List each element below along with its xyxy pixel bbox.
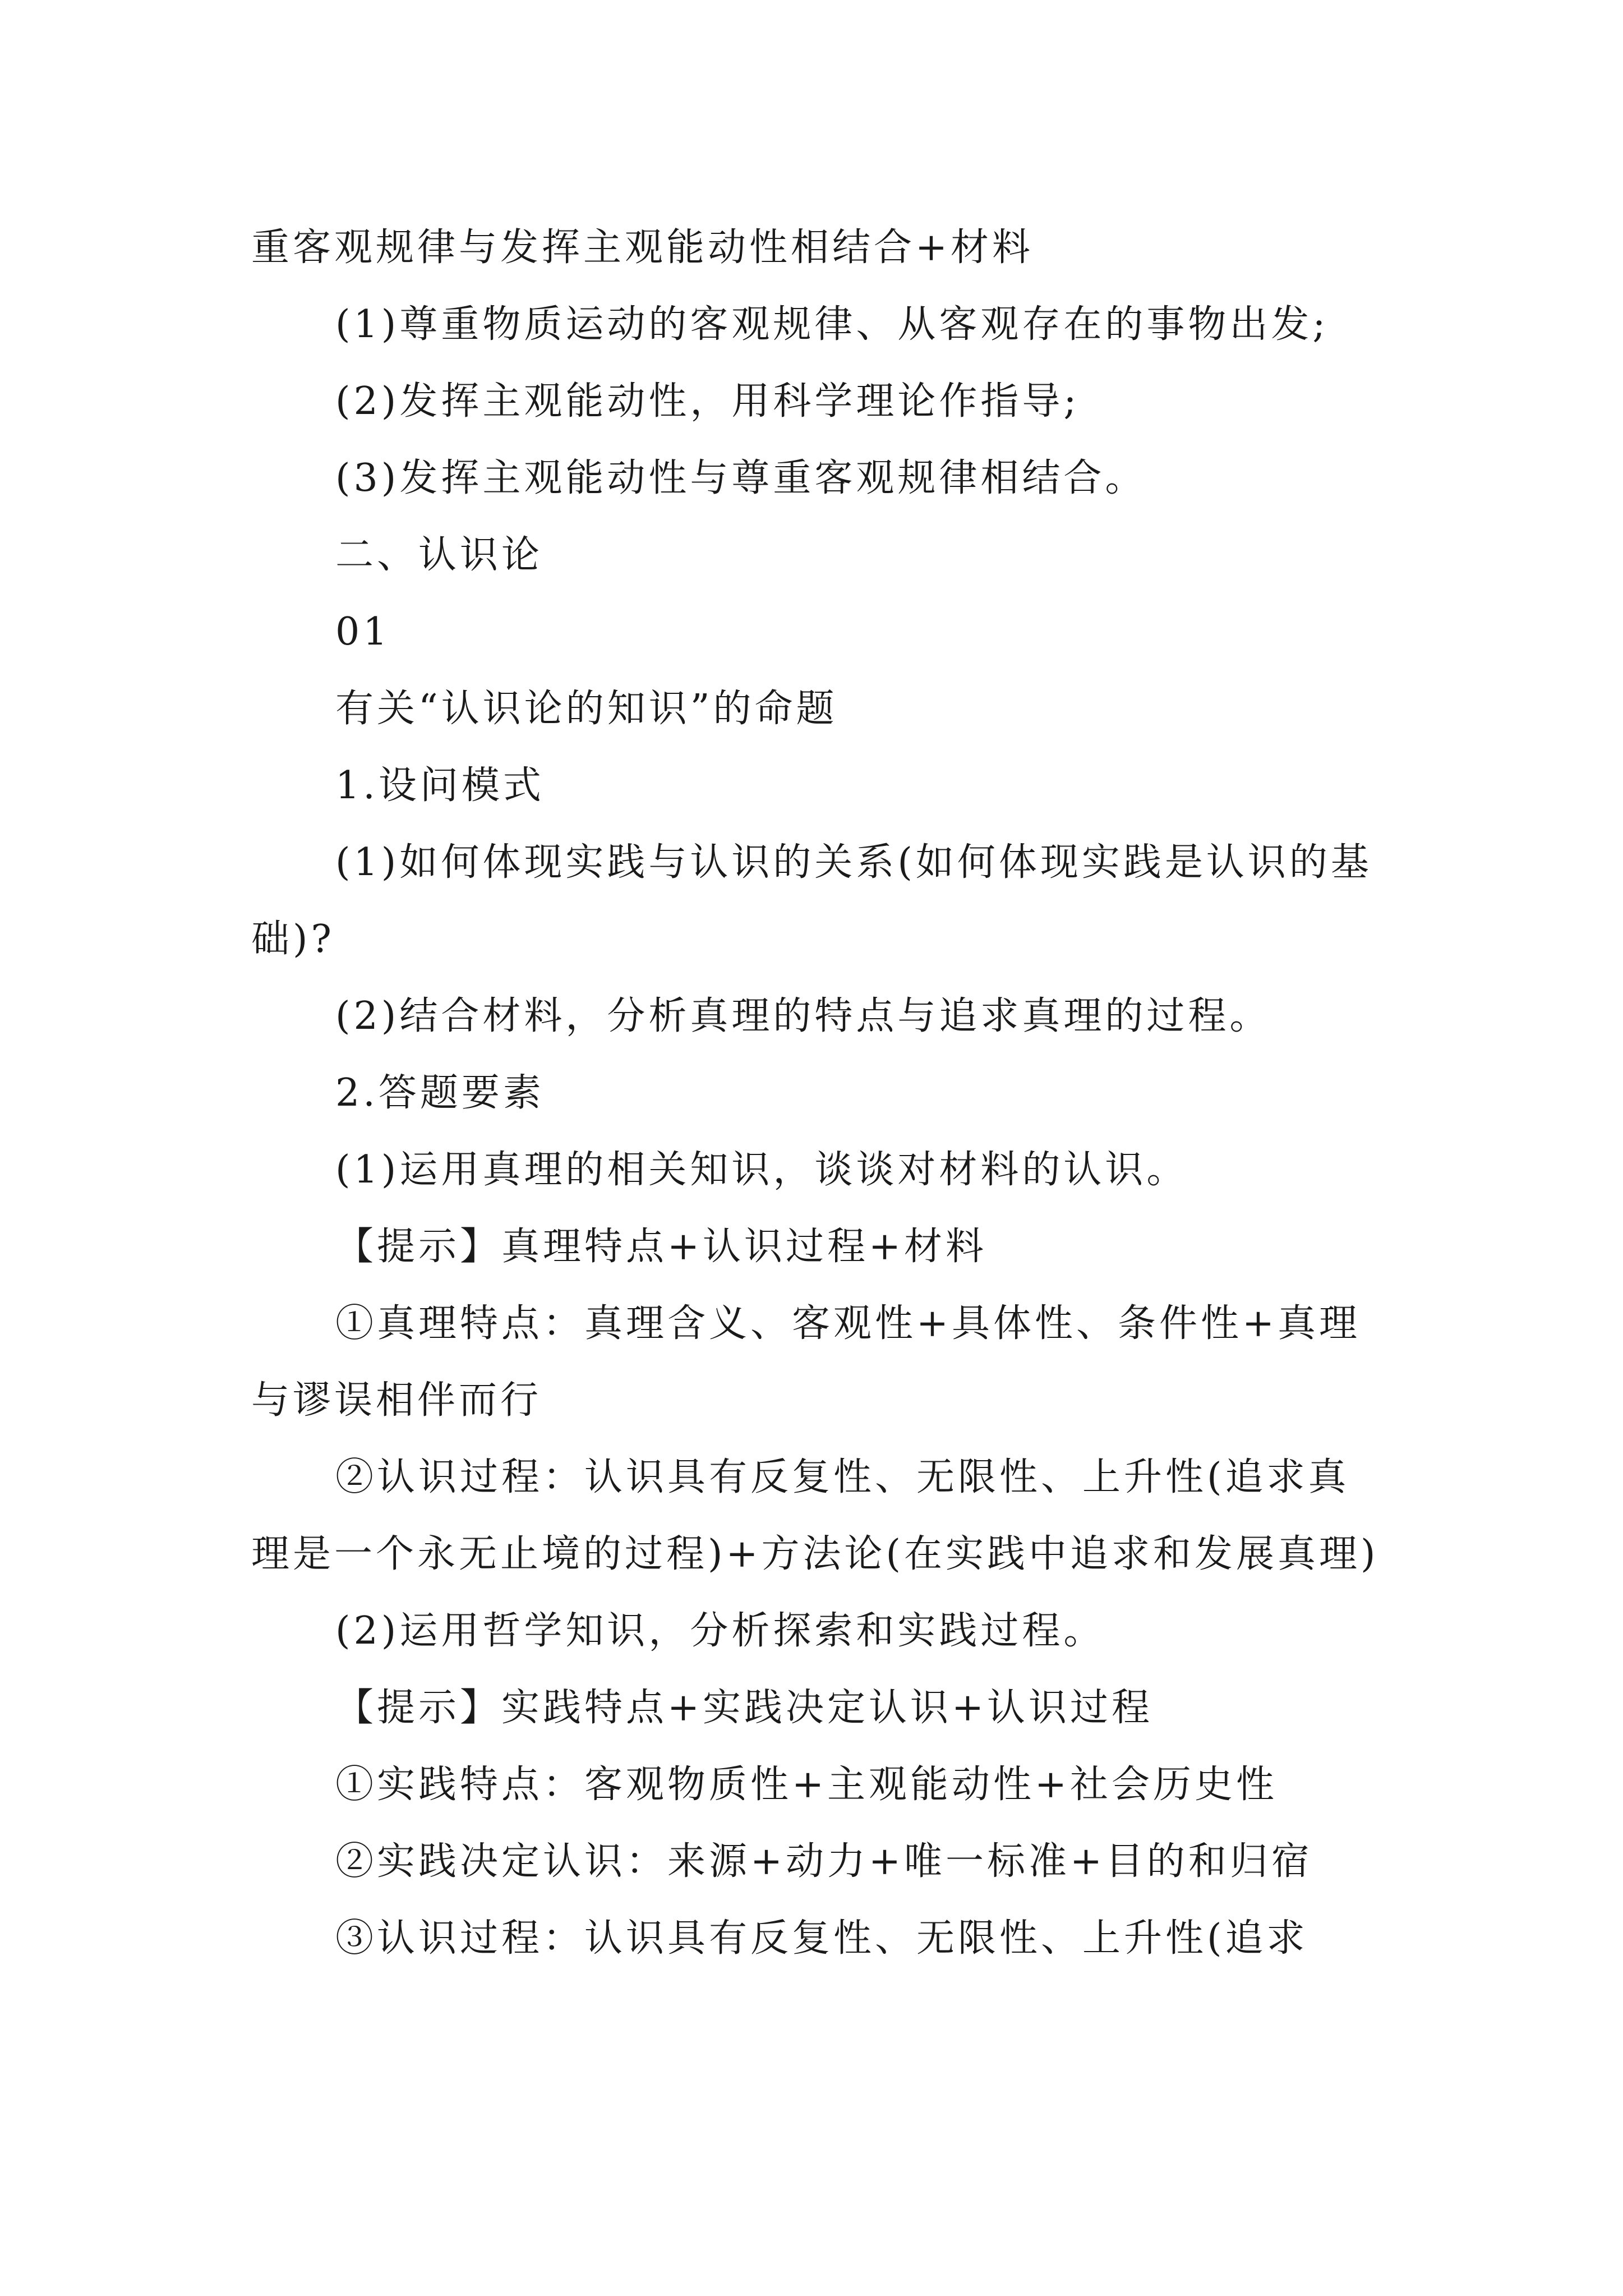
document-body: [251, 209, 1384, 1977]
hint-line: 【提示】实践特点+实践决定认识+认识过程: [335, 1686, 1153, 1730]
paragraph: ③认识过程：认识具有反复性、无限性、上升性(追求: [335, 1916, 1308, 1961]
paragraph: (2)结合材料，分析真理的特点与追求真理的过程。: [335, 994, 1271, 1038]
hint-line: 【提示】真理特点+认识过程+材料: [335, 1225, 987, 1269]
subsection-title: 有关“认识论的知识”的命题: [335, 687, 838, 731]
paragraph: ①真理特点：真理含义、客观性+具体性、条件性+真理与谬误相伴而行: [251, 1301, 1361, 1423]
paragraph: (1)如何体现实践与认识的关系(如何体现实践是认识的基础)?: [251, 840, 1372, 961]
section-number: 01: [335, 610, 391, 654]
paragraph: ②认识过程：认识具有反复性、无限性、上升性(追求真理是一个永无止境的过程)+方法论(在实践中追求和发展真理): [251, 1455, 1379, 1576]
paragraph: (2)运用哲学知识，分析探索和实践过程。: [335, 1609, 1105, 1653]
item-heading: 1.设问模式: [335, 763, 545, 808]
paragraph: (1)运用真理的相关知识，谈谈对材料的认识。: [335, 1148, 1188, 1192]
paragraph: ②实践决定认识：来源+动力+唯一标准+目的和归宿: [335, 1839, 1313, 1884]
paragraph: (3)发挥主观能动性与尊重客观规律相结合。: [335, 456, 1147, 500]
item-heading: 2.答题要素: [335, 1071, 545, 1115]
paragraph: 重客观规律与发挥主观能动性相结合+材料: [251, 226, 1034, 270]
paragraph: (1)尊重物质运动的客观规律、从客观存在的事物出发;: [335, 302, 1329, 347]
section-heading: 二、认识论: [335, 533, 543, 577]
paragraph: (2)发挥主观能动性，用科学理论作指导;: [335, 379, 1080, 424]
paragraph: ①实践特点：客观物质性+主观能动性+社会历史性: [335, 1763, 1278, 1807]
